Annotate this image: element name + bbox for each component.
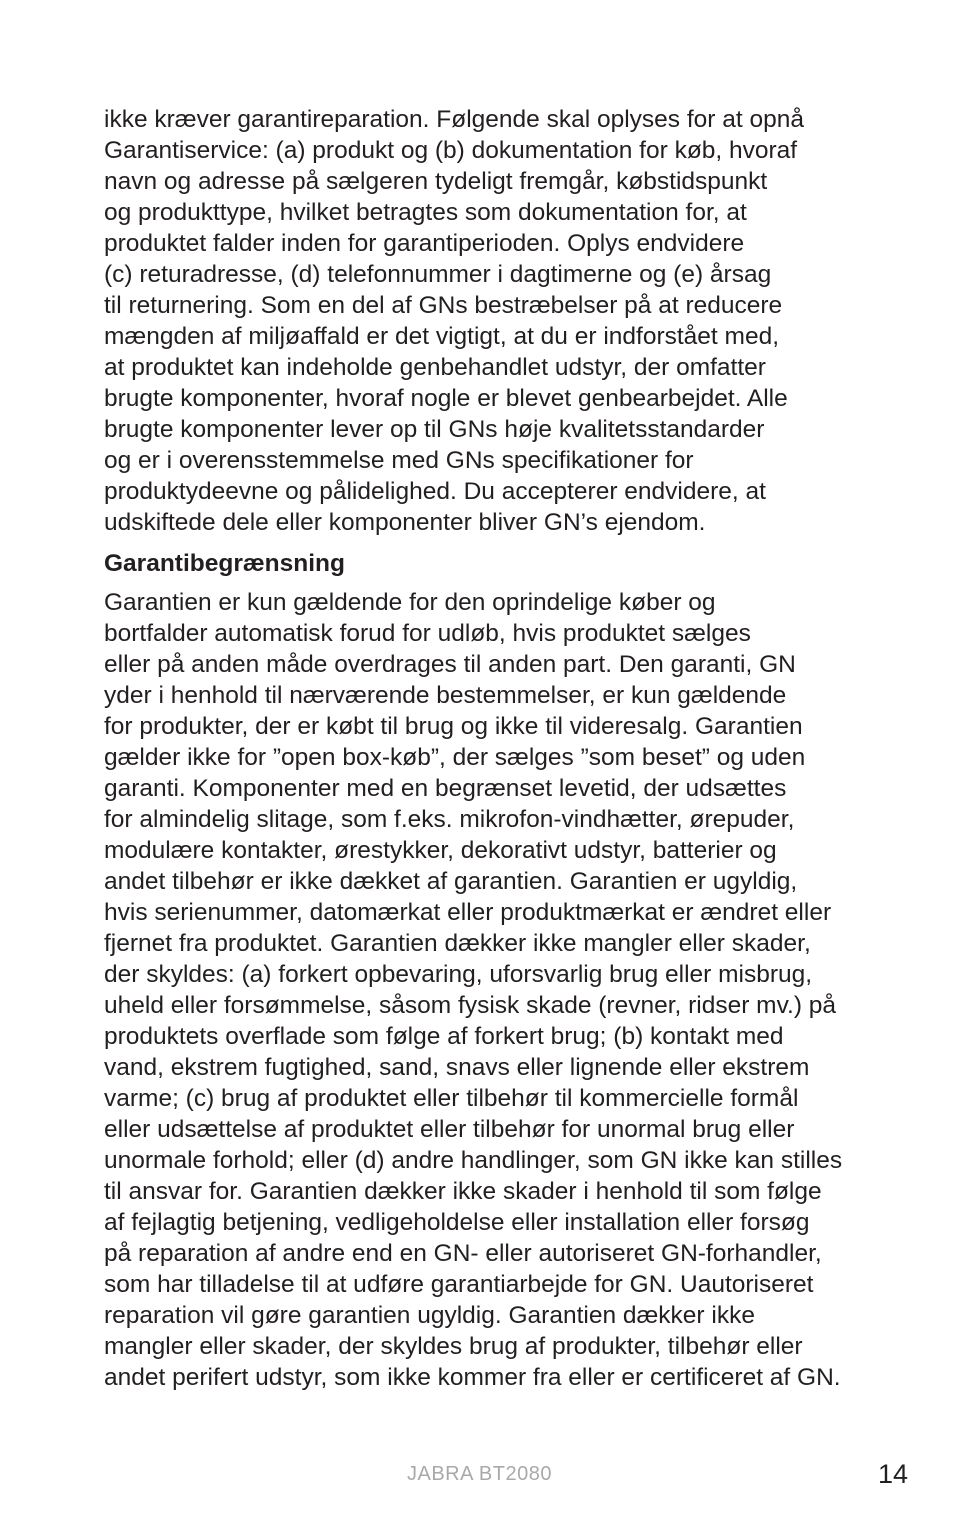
text-line: og produkttype, hvilket betragtes som dokumentation for, at (104, 199, 747, 226)
text-line: hvis serienummer, datomærkat eller produktmærkat er ændret eller (104, 899, 832, 926)
text-line: garanti. Komponenter med en begrænset levetid, der udsættes (104, 775, 787, 802)
text-line: der skyldes: (a) forkert opbevaring, uforsvarlig brug eller misbrug, (104, 961, 813, 988)
text-line: udskiftede dele eller komponenter bliver GN’s ejendom. (104, 509, 706, 536)
text-line: og er i overensstemmelse med GNs specifikationer for (104, 447, 694, 474)
text-line: (c) returadresse, (d) telefonnummer i dagtimerne og (e) årsag (104, 261, 772, 288)
text-line: af fejlagtig betjening, vedligeholdelse eller installation eller forsøg (104, 1209, 810, 1236)
text-line: navn og adresse på sælgeren tydeligt fremgår, købstidspunkt (104, 168, 768, 195)
text-line: mængden af miljøaffald er det vigtigt, at du er indforstået med, (104, 323, 780, 350)
text-line: ikke kræver garantireparation. Følgende skal oplyses for at opnå (104, 106, 804, 133)
text-line: yder i henhold til nærværende bestemmelser, er kun gældende (104, 682, 787, 709)
text-line: varme; (c) brug af produktet eller tilbehør til kommercielle formål (104, 1085, 799, 1112)
text-line: mangler eller skader, der skyldes brug af produkter, tilbehør eller (104, 1333, 803, 1360)
page-body (104, 104, 864, 1393)
text-line: andet perifert udstyr, som ikke kommer fra eller er certificeret af GN. (104, 1364, 841, 1391)
footer-page-number: 14 (878, 1459, 909, 1489)
text-line: brugte komponenter, hvoraf nogle er blevet genbearbejdet. Alle (104, 385, 788, 412)
text-line: modulære kontakter, ørestykker, dekorativt udstyr, batterier og (104, 837, 777, 864)
text-line: brugte komponenter lever op til GNs høje kvalitetsstandarder (104, 416, 765, 443)
paragraph-warranty-service (104, 104, 864, 538)
text-line: til returnering. Som en del af GNs bestræbelser på at reducere (104, 292, 783, 319)
text-line: som har tilladelse til at udføre garantiarbejde for GN. Uautoriseret (104, 1271, 814, 1298)
text-line: produktet falder inden for garantiperioden. Oplys endvidere (104, 230, 745, 257)
text-line: eller udsættelse af produktet eller tilbehør for unormal brug eller (104, 1116, 795, 1143)
text-line: for produkter, der er købt til brug og ikke til videresalg. Garantien (104, 713, 803, 740)
text-line: reparation vil gøre garantien ugyldig. Garantien dækker ikke (104, 1302, 755, 1329)
paragraph-warranty-limitation (104, 587, 864, 1393)
text-line: unormale forhold; eller (d) andre handlinger, som GN ikke kan stilles (104, 1147, 843, 1174)
text-line: fjernet fra produktet. Garantien dækker ikke mangler eller skader, (104, 930, 811, 957)
section-heading-warranty-limitation: Garantibegrænsning (104, 550, 345, 577)
text-line: på reparation af andre end en GN- eller autoriseret GN-forhandler, (104, 1240, 822, 1267)
text-line: Garantien er kun gældende for den oprindelige køber og (104, 589, 716, 616)
text-line: bortfalder automatisk forud for udløb, hvis produktet sælges (104, 620, 751, 647)
text-line: uheld eller forsømmelse, såsom fysisk skade (revner, ridser mv.) på (104, 992, 837, 1019)
footer-product-name: JABRA BT2080 (407, 1463, 552, 1485)
text-line: for almindelig slitage, som f.eks. mikrofon-vindhætter, ørepuder, (104, 806, 795, 833)
text-line: andet tilbehør er ikke dækket af garantien. Garantien er ugyldig, (104, 868, 798, 895)
text-line: produktydeevne og pålidelighed. Du accepterer endvidere, at (104, 478, 766, 505)
text-line: eller på anden måde overdrages til anden part. Den garanti, GN (104, 651, 796, 678)
text-line: gælder ikke for ”open box-køb”, der sælges ”som beset” og uden (104, 744, 806, 771)
text-line: vand, ekstrem fugtighed, sand, snavs eller lignende eller ekstrem (104, 1054, 810, 1081)
text-line: Garantiservice: (a) produkt og (b) dokumentation for køb, hvoraf (104, 137, 798, 164)
text-line: at produktet kan indeholde genbehandlet udstyr, der omfatter (104, 354, 766, 381)
text-line: produktets overflade som følge af forkert brug; (b) kontakt med (104, 1023, 784, 1050)
text-line: til ansvar for. Garantien dækker ikke skader i henhold til som følge (104, 1178, 822, 1205)
